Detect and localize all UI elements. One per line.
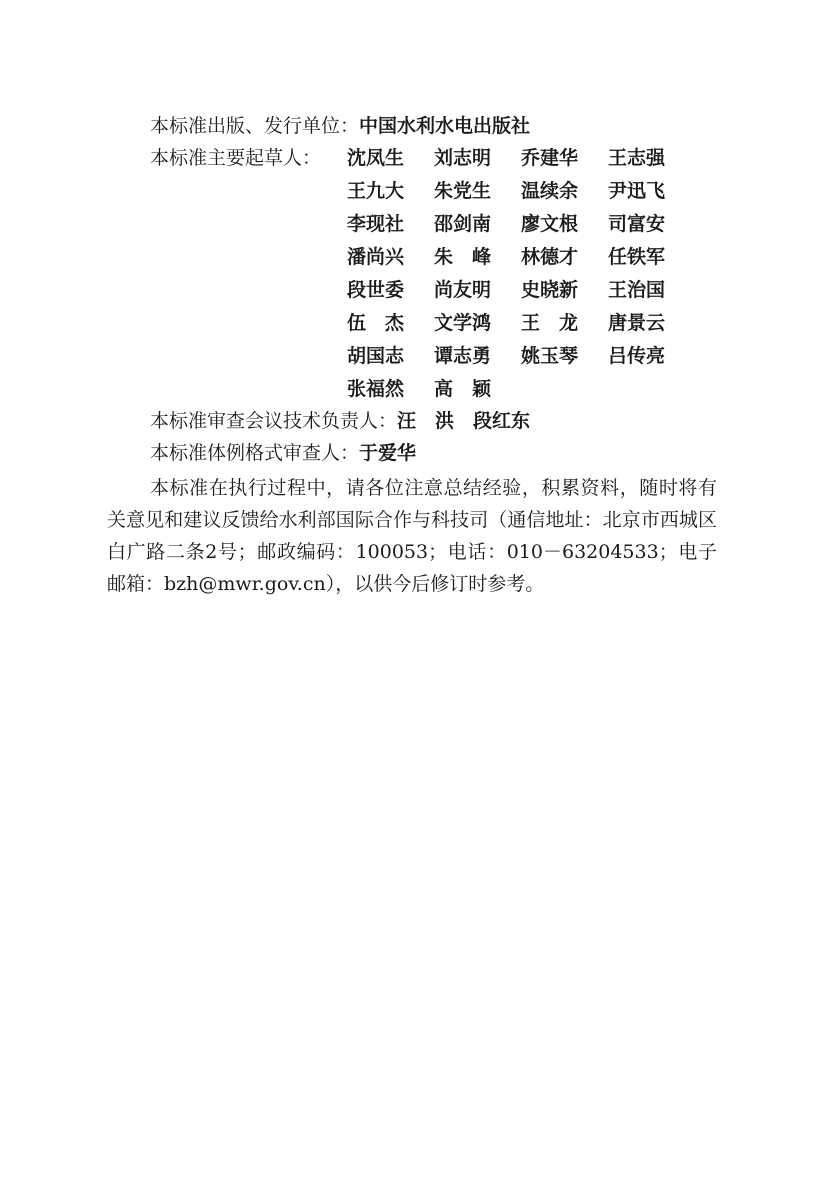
- drafter-name: 沈凤生: [347, 147, 405, 169]
- drafters-row: [347, 241, 695, 274]
- drafter-name: 任铁军: [608, 246, 666, 268]
- drafter-name: 文学鸿: [434, 312, 492, 334]
- drafters-line: [150, 142, 321, 174]
- publisher-line: [150, 110, 530, 142]
- format-reviewer-line: [150, 437, 416, 469]
- drafter-name: 胡国志: [347, 345, 405, 367]
- drafter-name: 温续余: [521, 180, 579, 202]
- drafter-name: 王九大: [347, 180, 405, 202]
- publisher-value: 中国水利水电出版社: [359, 115, 531, 137]
- drafter-name: 尚友明: [434, 279, 492, 301]
- drafter-name: 司富安: [608, 213, 666, 235]
- drafter-name: 李现社: [347, 213, 405, 235]
- drafters-row: [347, 340, 695, 373]
- drafter-name: 朱党生: [434, 180, 492, 202]
- drafter-name: 唐景云: [608, 312, 666, 334]
- format-reviewer-label: 本标准体例格式审查人：: [150, 442, 360, 464]
- drafter-name: 伍 杰: [347, 312, 405, 334]
- drafter-name: 张福然: [347, 378, 405, 400]
- drafter-name: 林德才: [521, 246, 579, 268]
- drafters-row: [347, 142, 695, 175]
- drafter-name: 潘尚兴: [347, 246, 405, 268]
- drafter-name: 王 龙: [521, 312, 579, 334]
- drafters-row: [347, 175, 695, 208]
- drafters-name-list: [347, 142, 695, 406]
- drafters-label: 本标准主要起草人：: [150, 147, 322, 169]
- drafter-name: 段世委: [347, 279, 405, 301]
- feedback-paragraph: 本标准在执行过程中，请各位注意总结经验，积累资料，随时将有关意见和建议反馈给水利部国际合作与科技司（通信地址：北京市西城区白广路二条2号；邮政编码：100053；电话：010－63204533；电子邮箱：bzh@mwr.gov.cn），以供今后修订时参考。: [107, 477, 717, 595]
- drafters-row: [347, 307, 695, 340]
- drafter-name: 王治国: [608, 279, 666, 301]
- drafters-row: [347, 373, 695, 406]
- review-lead-line: [150, 405, 530, 437]
- drafter-name: 史晓新: [521, 279, 579, 301]
- drafter-name: 邵剑南: [434, 213, 492, 235]
- review-lead-label: 本标准审查会议技术负责人：: [150, 410, 398, 432]
- drafter-name: 高 颖: [434, 378, 492, 400]
- drafter-name: 乔建华: [521, 147, 579, 169]
- drafter-name: 尹迅飞: [608, 180, 666, 202]
- review-lead-value: 汪 洪 段红东: [397, 410, 531, 432]
- drafters-row: [347, 208, 695, 241]
- drafter-name: 姚玉琴: [521, 345, 579, 367]
- drafter-name: 王志强: [608, 147, 666, 169]
- drafters-row: [347, 274, 695, 307]
- drafter-name: 吕传亮: [608, 345, 666, 367]
- drafter-name: 刘志明: [434, 147, 492, 169]
- format-reviewer-value: 于爱华: [359, 442, 417, 464]
- drafter-name: 廖文根: [521, 213, 579, 235]
- drafter-name: 朱 峰: [434, 246, 492, 268]
- drafter-name: 谭志勇: [434, 345, 492, 367]
- publisher-label: 本标准出版、发行单位：: [150, 115, 360, 137]
